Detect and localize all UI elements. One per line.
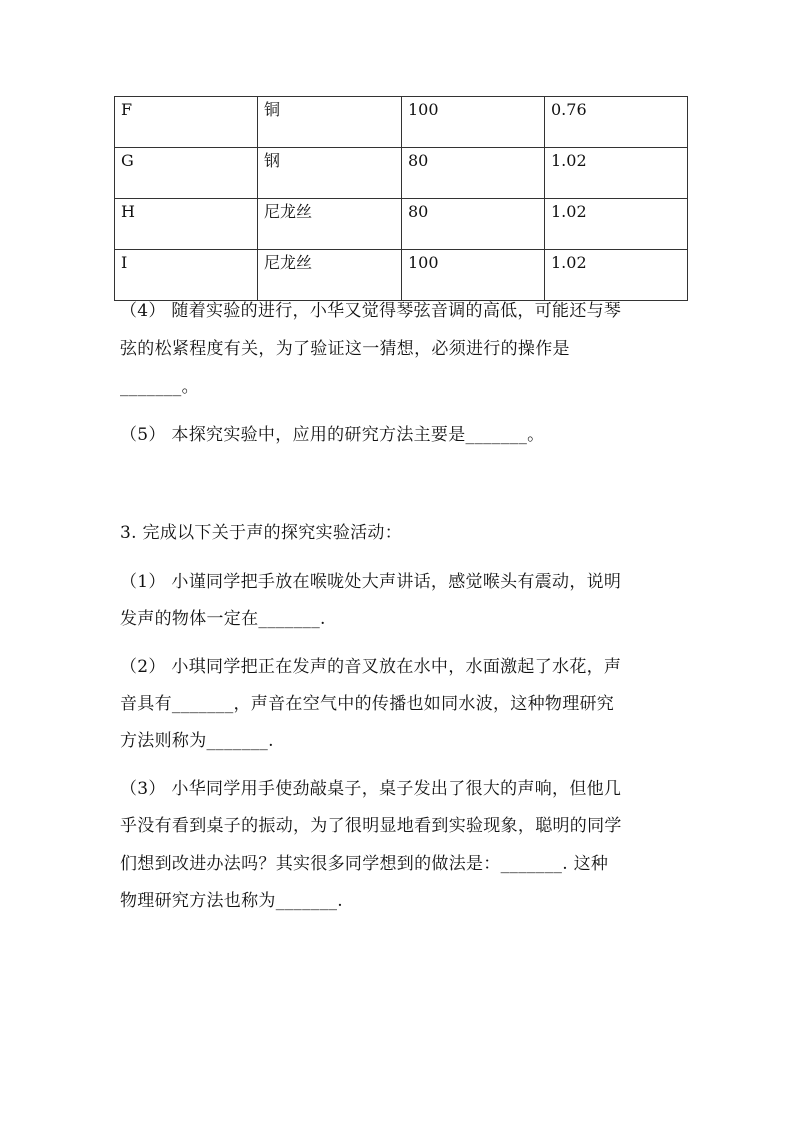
data-table [114, 96, 688, 301]
table-cell: 1.02 [545, 148, 688, 199]
table-cell: 钢 [258, 148, 402, 199]
table-cell: F [115, 97, 258, 148]
table-cell: 100 [402, 97, 545, 148]
table-cell: 100 [402, 250, 545, 301]
table-cell: 铜 [258, 97, 402, 148]
question-5-line-1: （5） 本探究实验中，应用的研究方法主要是_______。 [120, 425, 545, 445]
part-2-line-2: 音具有_______，声音在空气中的传播也如同水波，这种物理研究 [120, 694, 615, 714]
part-1-line-1: （1） 小谨同学把手放在喉咙处大声讲话，感觉喉头有震动，说明 [120, 572, 622, 592]
table-cell: 80 [402, 199, 545, 250]
table-cell: H [115, 199, 258, 250]
part-3-line-1: （3） 小华同学用手使劲敲桌子，桌子发出了很大的声响，但他几 [120, 779, 622, 799]
table-row [115, 199, 688, 250]
table-cell: I [115, 250, 258, 301]
table-cell: 尼龙丝 [258, 250, 402, 301]
table-cell: 0.76 [545, 97, 688, 148]
table-row [115, 148, 688, 199]
table-cell: G [115, 148, 258, 199]
part-3-line-2: 乎没有看到桌子的振动，为了很明显地看到实验现象，聪明的同学 [120, 816, 622, 836]
part-3-line-3: 们想到改进办法吗？其实很多同学想到的做法是：_______. 这种 [120, 854, 609, 874]
table-cell: 80 [402, 148, 545, 199]
part-1-line-2: 发声的物体一定在_______. [120, 609, 326, 629]
table-cell: 1.02 [545, 199, 688, 250]
question-4-line-1: （4） 随着实验的进行，小华又觉得琴弦音调的高低，可能还与琴 [120, 301, 622, 321]
part-2-line-3: 方法则称为_______. [120, 731, 274, 751]
part-3-line-4: 物理研究方法也称为_______. [120, 891, 344, 911]
table-cell: 尼龙丝 [258, 199, 402, 250]
table-cell: 1.02 [545, 250, 688, 301]
section-3-title: 3. 完成以下关于声的探究实验活动： [120, 523, 403, 543]
table-row [115, 250, 688, 301]
question-4-line-2: 弦的松紧程度有关，为了验证这一猜想，必须进行的操作是 [120, 339, 570, 359]
question-4-line-3: _______。 [120, 377, 199, 397]
table-row [115, 97, 688, 148]
part-2-line-1: （2） 小琪同学把正在发声的音叉放在水中，水面激起了水花，声 [120, 657, 622, 677]
